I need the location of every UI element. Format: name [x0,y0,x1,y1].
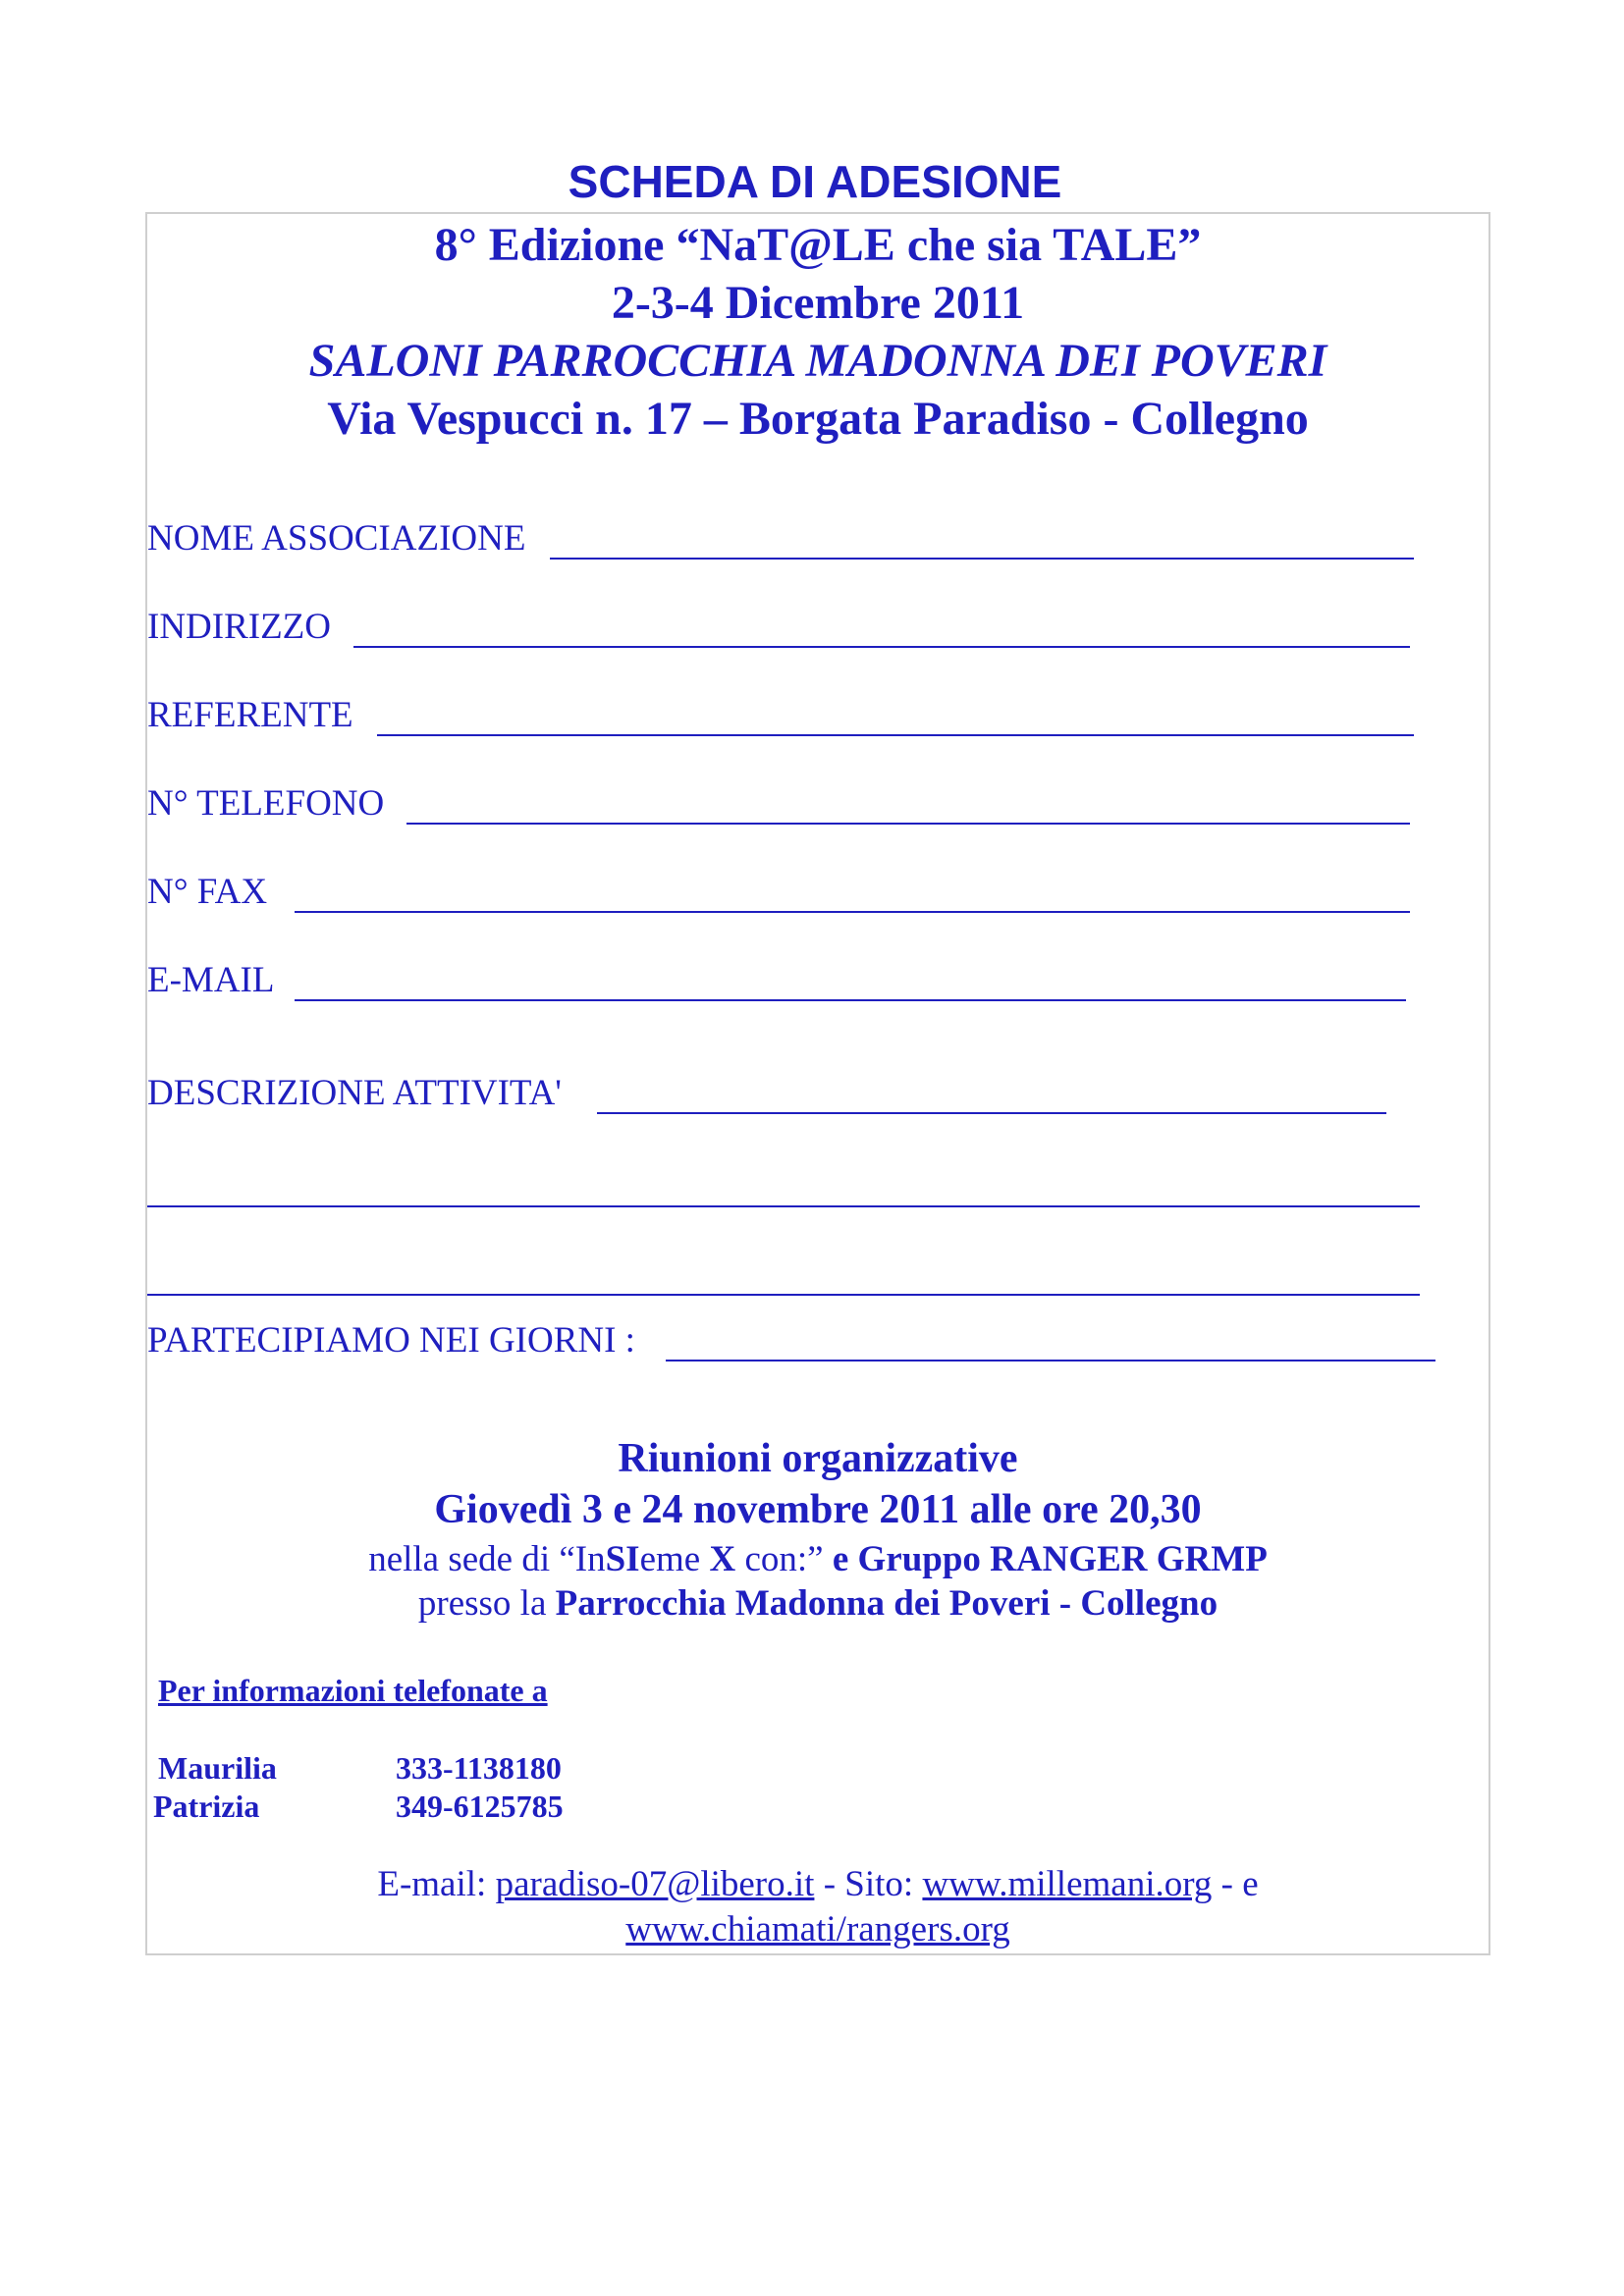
field-label: N° TELEFONO [147,783,385,824]
email-input-line[interactable] [295,999,1406,1001]
sede-rest: e Gruppo RANGER GRMP [832,1539,1268,1579]
meetings-sede [145,1538,1490,1580]
field-label: REFERENTE [147,695,353,735]
presso-prefix: presso la [417,1583,556,1624]
meetings-when: Giovedì 3 e 24 novembre 2011 alle ore 20,30 [434,1487,1202,1532]
indirizzo-input-line[interactable] [353,646,1410,648]
field-label: DESCRIZIONE ATTIVITA' [147,1073,562,1113]
field-giorni [147,1312,1443,1367]
sede-si: SI [605,1539,640,1579]
contact-phone-1: 333-1138180 [396,1750,562,1786]
giorni-input-line[interactable] [666,1360,1435,1362]
field-telefono [147,775,1424,830]
meetings-heading: Riunioni organizzative [618,1436,1018,1481]
footer-site-link-1[interactable]: www.millemani.org [922,1864,1213,1904]
field-nome-associazione [147,510,1424,565]
field-label: E-MAIL [147,960,275,1000]
sede-eme: eme [639,1539,710,1579]
address-line: Via Vespucci n. 17 – Borgata Paradiso - Collegno [327,393,1309,445]
footer-sep-2: - e [1212,1864,1259,1904]
field-indirizzo [147,599,1424,654]
fax-input-line[interactable] [295,911,1410,913]
field-label: PARTECIPIAMO NEI GIORNI : [147,1320,635,1361]
footer-site-link-2[interactable]: www.chiamati/rangers.org [625,1909,1010,1949]
contact-name-2: Patrizia [153,1789,260,1824]
field-label: NOME ASSOCIAZIONE [147,518,526,559]
descrizione-extra-line-1[interactable] [147,1205,1420,1207]
page-title: SCHEDA DI ADESIONE [568,156,1062,207]
field-descrizione [147,1065,1424,1120]
referente-input-line[interactable] [377,734,1414,736]
field-label: N° FAX [147,872,268,912]
venue-line: SALONI PARROCCHIA MADONNA DEI POVERI [308,335,1327,387]
meetings-presso [145,1582,1490,1625]
edition-line: 8° Edizione “NaT@LE che sia TALE” [434,219,1202,271]
nome-associazione-input-line[interactable] [550,558,1414,560]
contact-phone-2: 349-6125785 [396,1789,564,1824]
footer-line-1 [145,1863,1490,1905]
sede-con: con:” [735,1539,833,1579]
field-referente [147,687,1424,742]
field-email [147,952,1424,1007]
telefono-input-line[interactable] [406,823,1410,825]
presso-rest: Parrocchia Madonna dei Poveri - Collegno [555,1583,1218,1624]
footer-sep-1: - Sito: [814,1864,923,1904]
field-label: INDIRIZZO [147,607,332,647]
footer-line-2 [145,1908,1490,1950]
descrizione-input-line[interactable] [597,1112,1386,1114]
sede-prefix: nella sede di “In [368,1539,606,1579]
contacts-heading: Per informazioni telefonate a [158,1673,548,1708]
footer-email-label: E-mail: [377,1864,496,1904]
footer-email-link[interactable]: paradiso-07@libero.it [495,1864,815,1904]
sede-x: X [709,1539,736,1579]
descrizione-extra-line-2[interactable] [147,1294,1420,1296]
dates-line: 2-3-4 Dicembre 2011 [611,277,1025,329]
field-fax [147,864,1424,919]
contact-name-1: Maurilia [158,1750,277,1786]
